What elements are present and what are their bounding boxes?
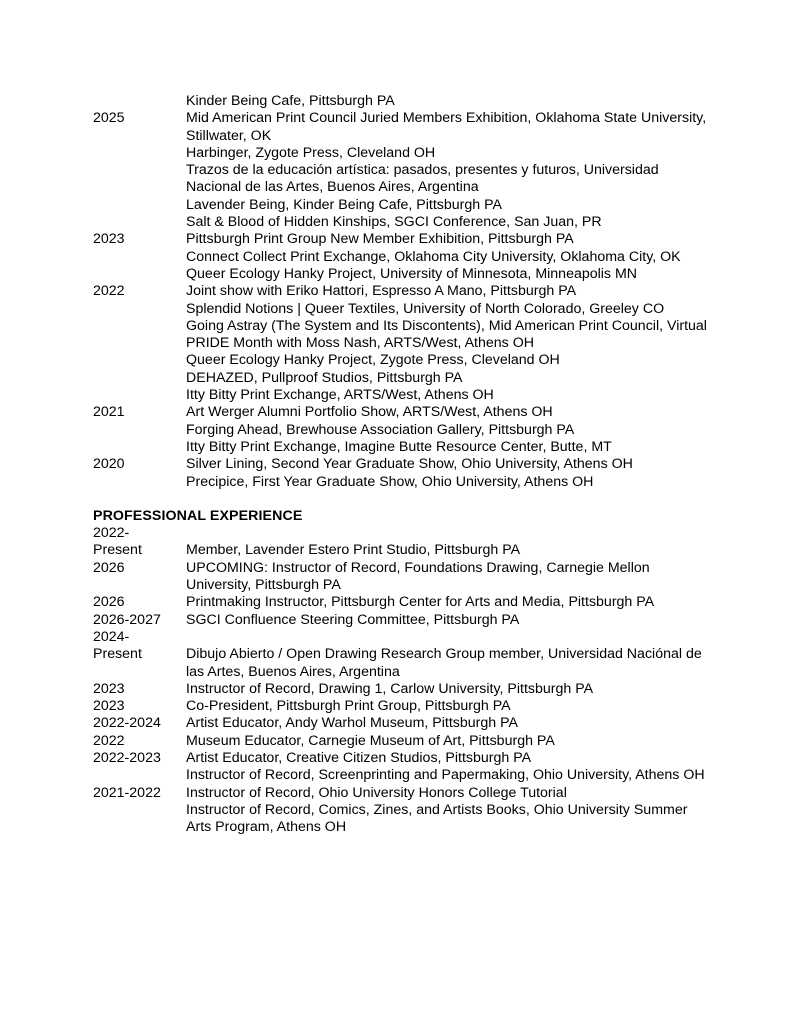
cv-row [93, 231, 713, 283]
row-entries [186, 525, 713, 560]
cv-entry: Printmaking Instructor, Pittsburgh Center for Arts and Media, Pittsburgh PA [186, 594, 655, 611]
row-entries [186, 612, 713, 629]
row-year: 2021-2022 [93, 784, 161, 801]
row-year: 2025 [93, 110, 125, 127]
row-entries [186, 698, 713, 715]
cv-row [93, 750, 713, 785]
cv-entry: Queer Ecology Hanky Project, Zygote Press, Cleveland OH [186, 352, 560, 369]
row-entries [186, 681, 713, 698]
cv-entry: DEHAZED, Pullproof Studios, Pittsburgh PA [186, 369, 463, 386]
row-entries [186, 733, 713, 750]
row-entries [186, 93, 713, 110]
cv-entry: PRIDE Month with Moss Nash, ARTS/West, Athens OH [186, 335, 534, 352]
cv-entry: Member, Lavender Estero Print Studio, Pittsburgh PA [186, 542, 521, 559]
row-entries [186, 629, 713, 681]
row-entries [186, 110, 713, 231]
row-year: 2022 [93, 732, 125, 749]
cv-entry: Lavender Being, Kinder Being Cafe, Pittsburgh PA [186, 196, 502, 213]
row-entries [186, 283, 713, 404]
cv-entry: Art Werger Alumni Portfolio Show, ARTS/West, Athens OH [186, 404, 553, 421]
cv-entry: Queer Ecology Hanky Project, University of Minnesota, Minneapolis MN [186, 265, 638, 282]
cv-row [93, 733, 713, 750]
professional-experience-heading: PROFESSIONAL EXPERIENCE [93, 507, 303, 524]
cv-entry: Pittsburgh Print Group New Member Exhibition, Pittsburgh PA [186, 231, 574, 248]
cv-row [93, 560, 713, 595]
cv-entry: Going Astray (The System and Its Discontents), Mid American Print Council, Virtual [186, 317, 707, 334]
cv-entry: Instructor of Record, Screenprinting and Papermaking, Ohio University, Athens OH [186, 767, 705, 784]
cv-row [93, 525, 713, 560]
row-year: 2024- Present [93, 628, 142, 663]
row-year: 2021 [93, 404, 125, 421]
row-year [93, 93, 186, 110]
cv-row [93, 681, 713, 698]
row-year: 2022-2024 [93, 715, 161, 732]
cv-entry: Splendid Notions | Queer Textiles, University of North Colorado, Greeley CO [186, 300, 665, 317]
row-entries [186, 231, 713, 283]
cv-row [93, 283, 713, 404]
row-year: 2026-2027 [93, 611, 161, 628]
cv-page [93, 93, 713, 836]
cv-entry: Dibujo Abierto / Open Drawing Research Group member, Universidad Naciónal de las Artes, Buenos Aires, Argentina [186, 646, 702, 680]
cv-entry: Forging Ahead, Brewhouse Association Gallery, Pittsburgh PA [186, 421, 575, 438]
cv-row [93, 715, 713, 732]
cv-entry: Harbinger, Zygote Press, Cleveland OH [186, 144, 436, 161]
row-entries [186, 404, 713, 456]
row-entries [186, 560, 713, 595]
row-year: 2023 [93, 698, 125, 715]
row-year: 2020 [93, 456, 125, 473]
cv-row [93, 594, 713, 611]
cv-entry: Silver Lining, Second Year Graduate Show, Ohio University, Athens OH [186, 456, 633, 473]
cv-row [93, 629, 713, 681]
cv-entry: Co-President, Pittsburgh Print Group, Pittsburgh PA [186, 698, 511, 715]
row-year: 2022 [93, 283, 125, 300]
cv-entry: Instructor of Record, Ohio University Honors College Tutorial [186, 784, 567, 801]
cv-entry: Trazos de la educación artística: pasados, presentes y futuros, Universidad Nacional de las Artes, Buenos Aires, Argentina [186, 162, 659, 196]
row-entries [186, 456, 713, 491]
cv-entry: SGCI Confluence Steering Committee, Pittsburgh PA [186, 611, 520, 628]
row-year: 2022- Present [93, 525, 142, 559]
cv-entry: Artist Educator, Andy Warhol Museum, Pittsburgh PA [186, 715, 518, 732]
cv-row [93, 93, 713, 110]
professional-experience-section [93, 525, 713, 836]
row-entries [186, 715, 713, 732]
cv-entry: Joint show with Eriko Hattori, Espresso A Mano, Pittsburgh PA [186, 283, 577, 300]
cv-entry: UPCOMING: Instructor of Record, Foundations Drawing, Carnegie Mellon University, Pittsburgh PA [186, 559, 650, 594]
cv-entry: Precipice, First Year Graduate Show, Ohio University, Athens OH [186, 473, 594, 490]
cv-row [93, 456, 713, 491]
row-year: 2023 [93, 231, 125, 248]
row-entries [186, 750, 713, 785]
row-entries [186, 785, 713, 837]
cv-entry: Connect Collect Print Exchange, Oklahoma City University, Oklahoma City, OK [186, 248, 681, 265]
cv-row [93, 698, 713, 715]
cv-entry: Museum Educator, Carnegie Museum of Art, Pittsburgh PA [186, 732, 555, 749]
cv-entry: Instructor of Record, Drawing 1, Carlow University, Pittsburgh PA [186, 680, 594, 697]
cv-row [93, 404, 713, 456]
cv-entry: Itty Bitty Print Exchange, ARTS/West, Athens OH [186, 387, 494, 404]
cv-entry: Artist Educator, Creative Citizen Studios, Pittsburgh PA [186, 749, 532, 766]
row-year: 2026 [93, 594, 125, 611]
row-year: 2023 [93, 680, 125, 697]
cv-row [93, 785, 713, 837]
exhibitions-section [93, 93, 713, 491]
cv-entry: Instructor of Record, Comics, Zines, and Artists Books, Ohio University Summer Arts Program, Athens OH [186, 801, 688, 836]
section-spacer [93, 491, 713, 508]
cv-entry: Itty Bitty Print Exchange, Imagine Butte Resource Center, Butte, MT [186, 438, 612, 455]
cv-entry: Mid American Print Council Juried Members Exhibition, Oklahoma State University, Stillwater, OK [186, 110, 707, 144]
row-entries [186, 594, 713, 611]
cv-row [93, 110, 713, 231]
row-year: 2026 [93, 559, 125, 576]
row-year: 2022-2023 [93, 749, 161, 766]
cv-entry: Kinder Being Cafe, Pittsburgh PA [186, 93, 395, 109]
cv-entry: Salt & Blood of Hidden Kinships, SGCI Conference, San Juan, PR [186, 214, 602, 231]
cv-row [93, 612, 713, 629]
